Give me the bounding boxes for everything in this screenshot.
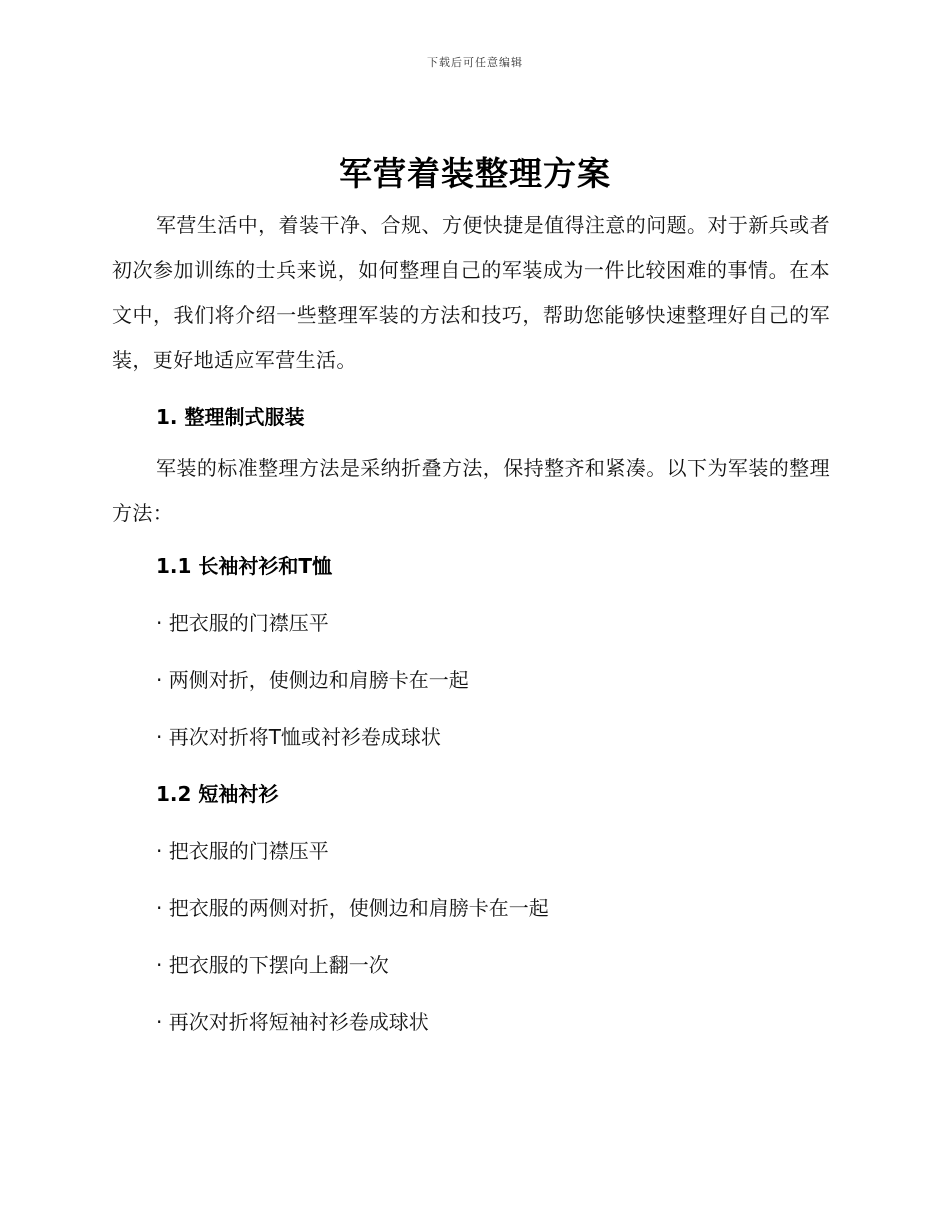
- list-item: · 把衣服的门襟压平: [156, 611, 329, 635]
- section-1-1-heading: 1.1 长袖衬衫和T恤: [156, 554, 333, 578]
- list-item: · 两侧对折，使侧边和肩膀卡在一起: [156, 668, 469, 692]
- document-title: 军营着装整理方案: [339, 154, 611, 193]
- list-item: · 把衣服的下摆向上翻一次: [156, 953, 389, 977]
- section-1-paragraph: 军装的标准整理方法是采纳折叠方法，保持整齐和紧凑。以下为军装的整理方法：: [112, 456, 830, 525]
- list-item: · 再次对折将短袖衬衫卷成球状: [156, 1010, 429, 1034]
- header-note: 下载后可任意编辑: [427, 56, 523, 69]
- list-item: · 再次对折将T恤或衬衫卷成球状: [156, 725, 441, 749]
- list-item: · 把衣服的门襟压平: [156, 839, 329, 863]
- list-item: · 把衣服的两侧对折，使侧边和肩膀卡在一起: [156, 896, 549, 920]
- section-1-heading: 1. 整理制式服装: [156, 405, 305, 429]
- section-1-2-heading: 1.2 短袖衬衫: [156, 782, 279, 806]
- intro-paragraph: 军营生活中，着装干净、合规、方便快捷是值得注意的问题。对于新兵或者初次参加训练的士兵来说，如何整理自己的军装成为一件比较困难的事情。在本文中，我们将介绍一些整理军装的方法和技巧，帮助您能够快速整理好自己的军装，更好地适应军营生活。: [112, 213, 830, 372]
- document-body: [112, 203, 830, 1051]
